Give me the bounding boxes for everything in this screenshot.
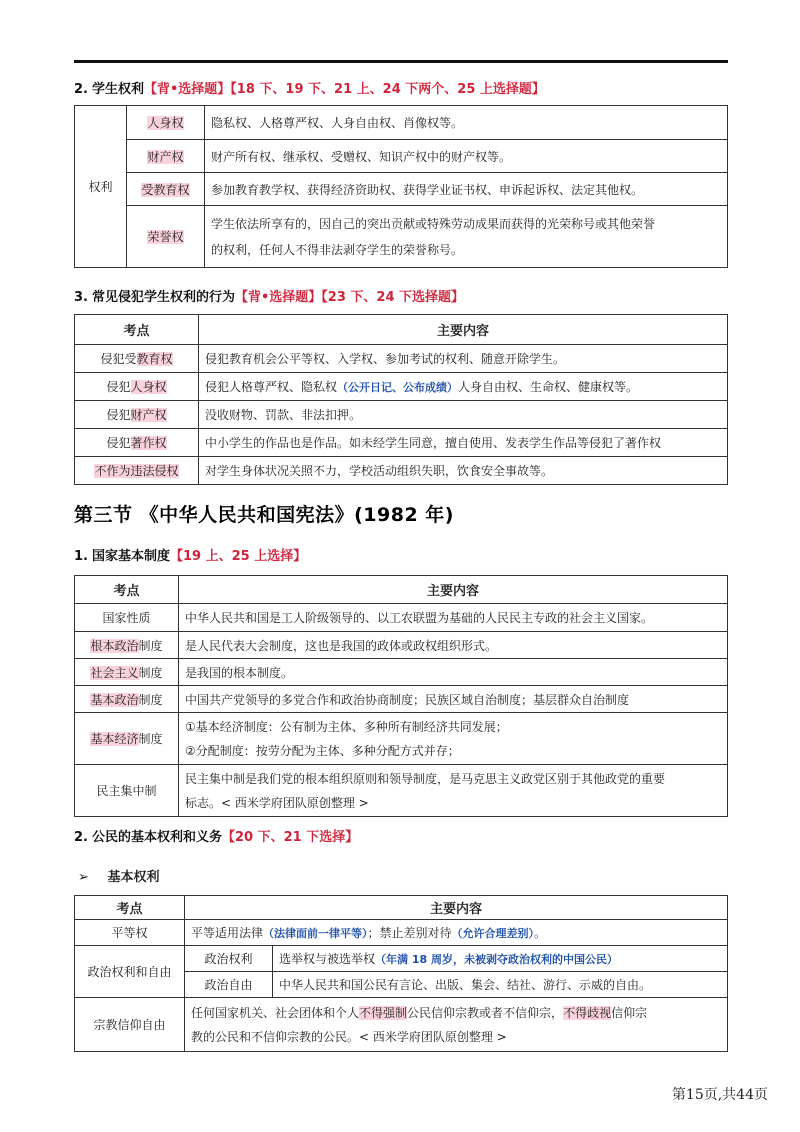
citizen-subright-name-cell: 政治自由 (185, 972, 273, 998)
section-heading-infringements: 3. 常见侵犯学生权利的行为【背•选择题】【23 下、24 下选择题】 (74, 290, 465, 305)
infringement-name-cell: 不作为违法侵权 (75, 457, 199, 485)
rights-group-label: 权利 (75, 106, 127, 268)
rights-name-cell: 受教育权 (127, 173, 205, 206)
infringement-name-cell: 侵犯人身权 (75, 373, 199, 401)
citizen-right-content-cell: 任何国家机关、社会团体和个人不得强制公民信仰宗教或者不信仰宗，不得歧视信仰宗 教的公民和不信仰宗教的公民。< 西米学府团队原创整理 > (185, 998, 728, 1052)
citizen-subright-name-cell: 政治权利 (185, 946, 273, 972)
system-name-cell: 基本政治制度 (75, 686, 179, 713)
system-content-cell: ①基本经济制度：公有制为主体、多种所有制经济共同发展； ②分配制度：按劳分配为主体、多种分配方式并存； (179, 713, 728, 765)
infringement-content-cell: 没收财物、罚款、非法扣押。 (199, 401, 728, 429)
column-header: 主要内容 (179, 576, 728, 604)
infringement-name-cell: 侵犯受教育权 (75, 345, 199, 373)
system-name-cell: 社会主义制度 (75, 659, 179, 686)
state-system-table (74, 575, 728, 817)
infringement-content-cell: 中小学生的作品也是作品。如未经学生同意，擅自使用、发表学生作品等侵犯了著作权 (199, 429, 728, 457)
column-header: 考点 (75, 896, 185, 920)
infringement-content-cell: 侵犯教育机会公平等权、入学权、参加考试的权利、随意开除学生。 (199, 345, 728, 373)
infringement-content-cell: 对学生身体状况关照不力，学校活动组织失职，饮食安全事故等。 (199, 457, 728, 485)
column-header: 主要内容 (199, 315, 728, 345)
citizen-right-name-cell: 平等权 (75, 920, 185, 946)
section-heading-state-system: 1. 国家基本制度【19 上、25 上选择】 (74, 549, 307, 564)
infringement-name-cell: 侵犯著作权 (75, 429, 199, 457)
rights-content-cell: 学生依法所享有的，因自己的突出贡献或特殊劳动成果而获得的光荣称号或其他荣誉 的权利，任何人不得非法剥夺学生的荣誉称号。 (205, 206, 728, 268)
chapter-heading: 第三节 《中华人民共和国宪法》(1982 年) (74, 504, 454, 526)
system-content-cell: 民主集中制是我们党的根本组织原则和领导制度，是马克思主义政党区别于其他政党的重要 标志。< 西米学府团队原创整理 > (179, 765, 728, 817)
rights-name-cell: 财产权 (127, 140, 205, 173)
section-heading-citizen-rights: 2. 公民的基本权利和义务【20 下、21 下选择】 (74, 830, 359, 845)
citizen-right-content-cell: 中华人民共和国公民有言论、出版、集会、结社、游行、示威的自由。 (273, 972, 728, 998)
system-name-cell: 基本经济制度 (75, 713, 179, 765)
column-header: 考点 (75, 576, 179, 604)
rights-table (74, 105, 728, 268)
system-content-cell: 中华人民共和国是工人阶级领导的、以工农联盟为基础的人民民主专政的社会主义国家。 (179, 604, 728, 632)
system-name-cell: 国家性质 (75, 604, 179, 632)
section-heading-student-rights: 2. 学生权利【背•选择题】【18 下、19 下、21 上、24 下两个、25 上选择题】 (74, 82, 545, 97)
column-header: 考点 (75, 315, 199, 345)
bullet-basic-rights: ➢ 基本权利 (78, 870, 160, 885)
infringement-table (74, 314, 728, 485)
citizen-right-name-cell: 政治权利和自由 (75, 946, 185, 998)
rights-name-cell: 荣誉权 (127, 206, 205, 268)
citizen-right-name-cell: 宗教信仰自由 (75, 998, 185, 1052)
top-rule (74, 60, 728, 63)
rights-content-cell: 财产所有权、继承权、受赠权、知识产权中的财产权等。 (205, 140, 728, 173)
system-content-cell: 中国共产党领导的多党合作和政治协商制度；民族区域自治制度；基层群众自治制度 (179, 686, 728, 713)
citizen-right-content-cell: 平等适用法律（法律面前一律平等）；禁止差别对待（允许合理差别）。 (185, 920, 728, 946)
system-content-cell: 是人民代表大会制度，这也是我国的政体或政权组织形式。 (179, 632, 728, 659)
column-header: 主要内容 (185, 896, 728, 920)
system-name-cell: 根本政治制度 (75, 632, 179, 659)
infringement-name-cell: 侵犯财产权 (75, 401, 199, 429)
system-content-cell: 是我国的根本制度。 (179, 659, 728, 686)
arrow-bullet-icon: ➢ (78, 870, 89, 885)
citizen-right-content-cell: 选举权与被选举权（年满 18 周岁，未被剥夺政治权利的中国公民） (273, 946, 728, 972)
infringement-content-cell: 侵犯人格尊严权、隐私权（公开日记、公布成绩）人身自由权、生命权、健康权等。 (199, 373, 728, 401)
rights-content-cell: 隐私权、人格尊严权、人身自由权、肖像权等。 (205, 106, 728, 140)
rights-name-cell: 人身权 (127, 106, 205, 140)
rights-content-cell: 参加教育教学权、获得经济资助权、获得学业证书权、申诉起诉权、法定其他权。 (205, 173, 728, 206)
system-name-cell: 民主集中制 (75, 765, 179, 817)
basic-rights-table (74, 895, 728, 1052)
page-number: 第15页,共44页 (671, 1087, 768, 1103)
